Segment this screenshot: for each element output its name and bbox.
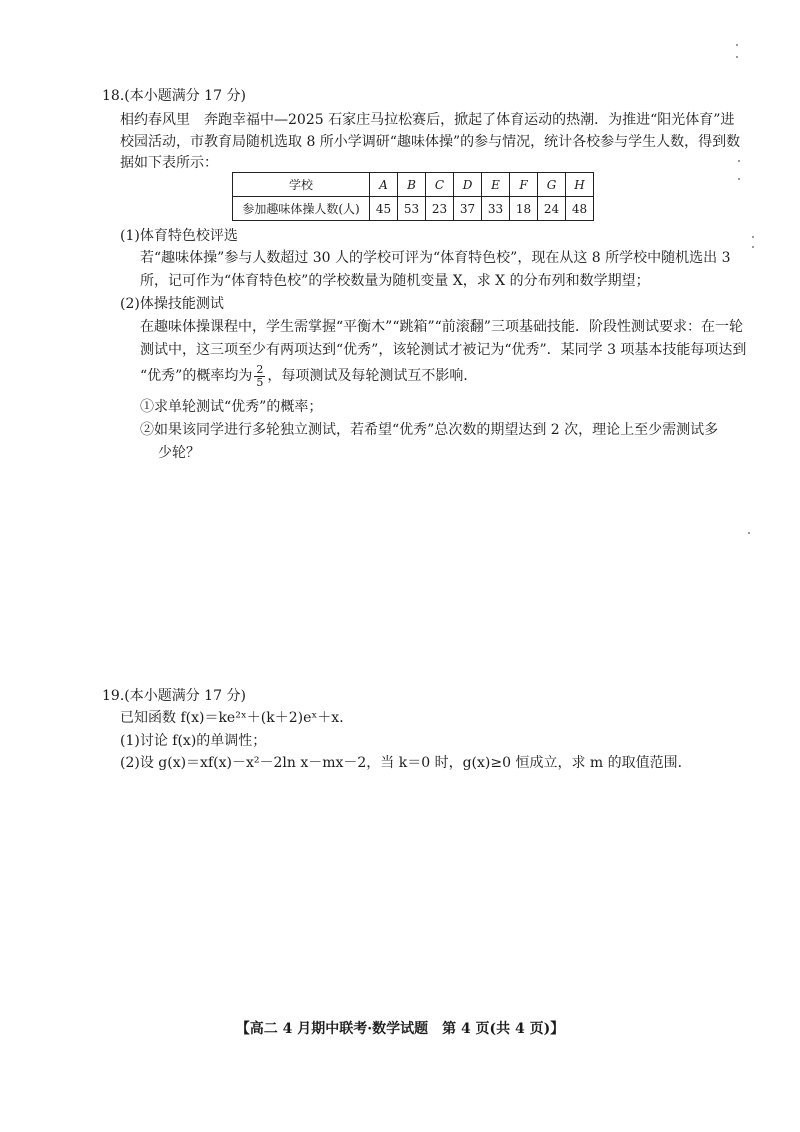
- count-g: 24: [538, 197, 566, 221]
- q19-line1: 已知函数 f(x)＝ke²ˣ＋(k＋2)eˣ＋x．: [120, 710, 354, 726]
- scan-mark: [752, 236, 754, 238]
- scan-mark: [752, 246, 754, 248]
- scan-mark: [738, 160, 740, 162]
- q18-part1-title: (1)体育特色校评选: [120, 228, 238, 244]
- school-d: D: [454, 173, 482, 197]
- table-header-count: 参加趣味体操人数(人): [233, 197, 370, 221]
- q18-part2-line3-pre: “优秀”的概率均为: [140, 368, 253, 384]
- fraction-numerator: 2: [256, 362, 264, 376]
- q18-intro-line2: 校园活动，市教育局随机选取 8 所小学调研“趣味体操”的参与情况，统计各校参与学生人数，得到数: [120, 134, 741, 150]
- school-b: B: [398, 173, 426, 197]
- scan-mark: [736, 44, 738, 46]
- q19-header: 19.(本小题满分 17 分): [102, 688, 246, 704]
- q19-line2: (1)讨论 f(x)的单调性；: [120, 733, 267, 749]
- q18-header: 18.(本小题满分 17 分): [102, 88, 246, 104]
- q18-part1-line1: 若“趣味体操”参与人数超过 30 人的学校可评为“体育特色校”，现在从这 8 所学校中随机选出 3: [140, 250, 731, 266]
- q18-intro-line1: 相约春风里 奔跑幸福中—2025 石家庄马拉松赛后，掀起了体育运动的热潮．为推进“阳光体育”进: [120, 112, 735, 128]
- table-row: [233, 197, 594, 221]
- q19-line3: (2)设 g(x)＝xf(x)－x²－2ln x－mx－2，当 k＝0 时，g(x)≥0 恒成立，求 m 的取值范围．: [120, 755, 692, 771]
- q18-sub2-line2: 少轮？: [158, 445, 200, 461]
- q18-intro-line3: 据如下表所示：: [120, 155, 218, 171]
- count-d: 37: [454, 197, 482, 221]
- scan-mark: [738, 178, 740, 180]
- q18-part2-line3-post: ，每项测试及每轮测试互不影响．: [267, 368, 478, 384]
- school-c: C: [426, 173, 454, 197]
- q18-part2-line3: [140, 362, 477, 390]
- q18-part2-title: (2)体操技能测试: [120, 296, 224, 312]
- fraction: [254, 364, 265, 389]
- q18-sub1: ①求单轮测试“优秀”的概率；: [140, 399, 323, 415]
- school-g: G: [538, 173, 566, 197]
- school-h: H: [566, 173, 594, 197]
- scan-mark: [736, 56, 738, 58]
- school-a: A: [370, 173, 398, 197]
- scan-mark: [748, 532, 750, 534]
- q18-part1-line2: 所，记可作为“体育特色校”的学校数量为随机变量 X，求 X 的分布列和数学期望；: [140, 273, 650, 289]
- count-f: 18: [510, 197, 538, 221]
- count-h: 48: [566, 197, 594, 221]
- q18-sub2-line1: ②如果该同学进行多轮独立测试，若希望“优秀”总次数的期望达到 2 次，理论上至少需测试多: [140, 422, 719, 438]
- fraction-denominator: 5: [256, 375, 264, 389]
- participation-table: [232, 172, 594, 221]
- q18-part2-line1: 在趣味体操课程中，学生需掌握“平衡木”“跳箱”“前滚翻”三项基础技能．阶段性测试要求：在一轮: [140, 319, 743, 335]
- count-c: 23: [426, 197, 454, 221]
- school-e: E: [482, 173, 510, 197]
- q18-part2-line2: 测试中，这三项至少有两项达到“优秀”，该轮测试才被记为“优秀”．某同学 3 项基本技能每项达到: [140, 342, 747, 358]
- count-a: 45: [370, 197, 398, 221]
- table-row: [233, 173, 594, 197]
- count-e: 33: [482, 197, 510, 221]
- table-header-school: 学校: [233, 173, 370, 197]
- school-f: F: [510, 173, 538, 197]
- page-footer: 【高二 4 月期中联考·数学试题 第 4 页(共 4 页)】: [235, 1021, 565, 1037]
- count-b: 53: [398, 197, 426, 221]
